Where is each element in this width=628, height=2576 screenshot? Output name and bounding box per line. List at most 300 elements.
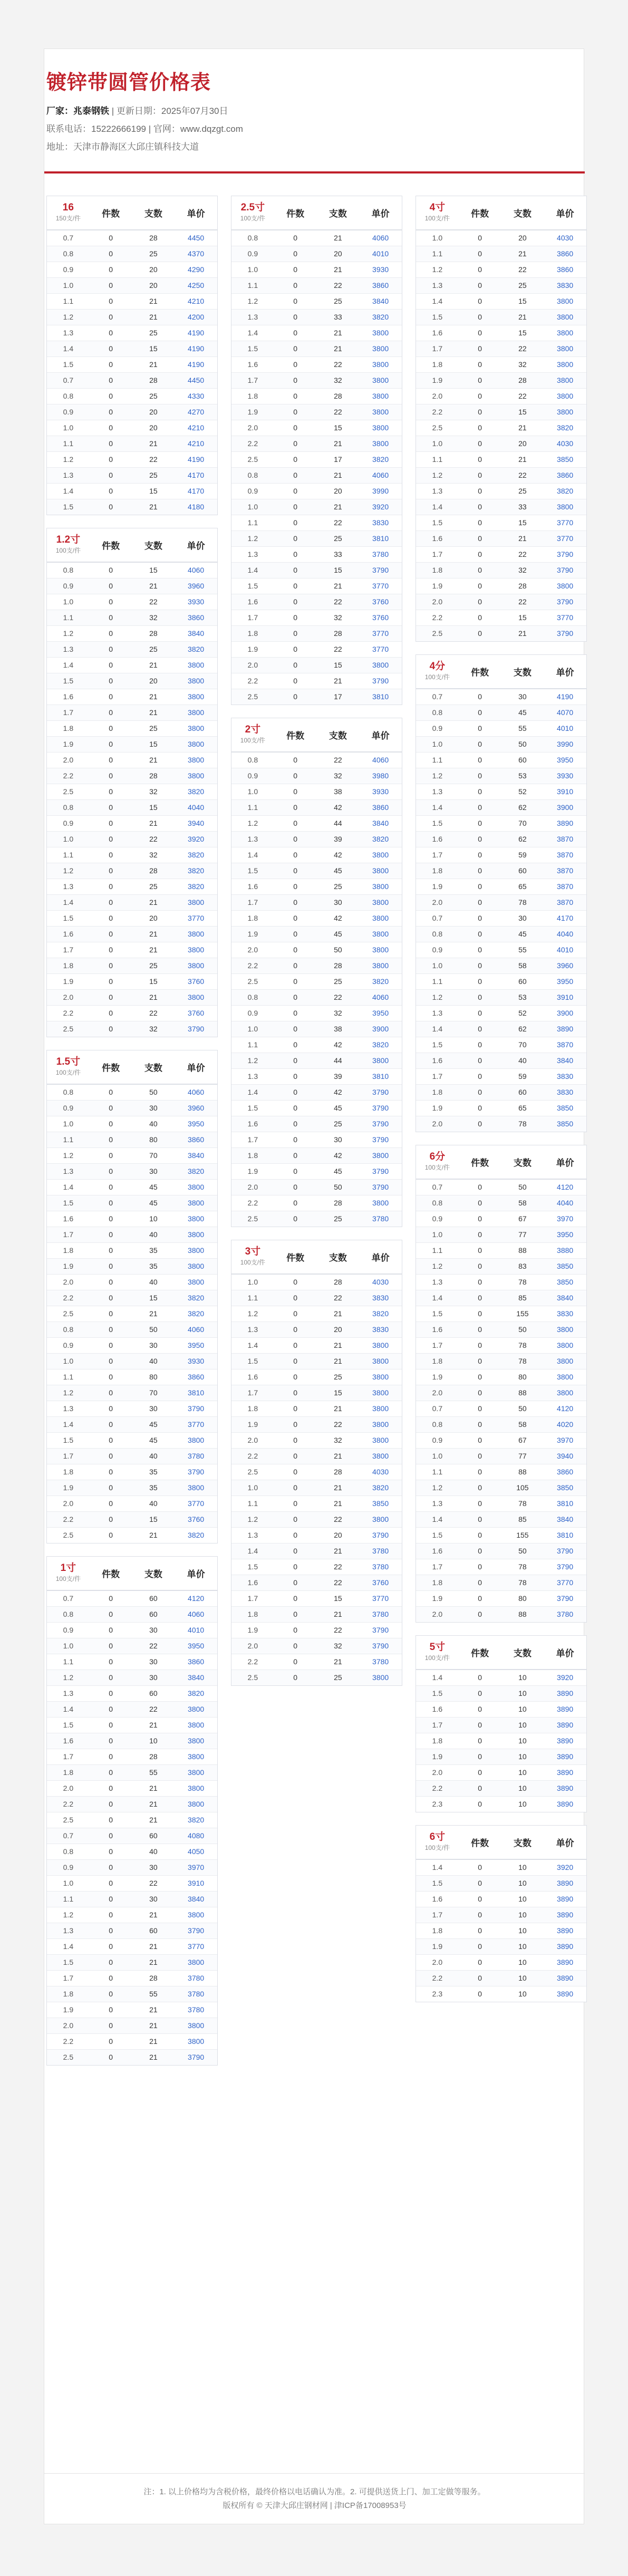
pieces-cell: 88 — [501, 1385, 544, 1401]
pieces-cell: 105 — [501, 1480, 544, 1496]
price-header: 单价 — [544, 196, 586, 230]
thickness-cell: 1.3 — [416, 1496, 459, 1511]
count-cell: 0 — [90, 2018, 132, 2033]
pieces-cell: 21 — [132, 942, 175, 958]
pieces-cell: 21 — [132, 356, 175, 372]
thickness-cell: 0.9 — [47, 1100, 90, 1116]
count-cell: 0 — [274, 341, 317, 356]
count-cell: 0 — [459, 246, 501, 262]
thickness-cell: 2.3 — [416, 1796, 459, 1812]
price-cell: 3780 — [359, 1654, 402, 1670]
table-row — [416, 610, 586, 625]
pieces-cell: 80 — [132, 1369, 175, 1385]
pieces-cell: 53 — [501, 989, 544, 1005]
pieces-cell: 10 — [501, 1717, 544, 1733]
pieces-cell: 30 — [132, 1891, 175, 1907]
table-row — [231, 689, 402, 705]
table-row — [47, 1306, 217, 1321]
table-row — [416, 1764, 586, 1780]
price-cell: 4020 — [544, 1416, 586, 1432]
price-cell: 3890 — [544, 1780, 586, 1796]
table-row — [231, 594, 402, 610]
maker-label: 厂家： — [46, 106, 73, 116]
count-cell: 0 — [274, 546, 317, 562]
table-row — [47, 594, 217, 610]
price-cell: 3770 — [359, 578, 402, 594]
price-cell: 3800 — [359, 1053, 402, 1068]
price-cell: 3800 — [359, 1448, 402, 1464]
pieces-cell: 38 — [317, 784, 360, 799]
table-row — [47, 1685, 217, 1701]
table-row — [47, 1242, 217, 1258]
contact-line: 联系电话：15222666199 | 官网：www.dqzgt.com — [46, 124, 243, 134]
table-row — [231, 752, 402, 768]
pieces-cell: 55 — [501, 720, 544, 736]
thickness-cell: 0.9 — [416, 1211, 459, 1227]
spec-unit: 100支/件 — [55, 546, 81, 554]
price-cell: 3800 — [175, 768, 217, 784]
price-cell: 3800 — [544, 341, 586, 356]
pieces-cell: 21 — [317, 673, 360, 689]
table-row — [231, 1401, 402, 1416]
count-cell: 0 — [90, 404, 132, 420]
thickness-cell: 1.2 — [231, 1306, 274, 1321]
pieces-cell: 21 — [317, 1654, 360, 1670]
table-row — [47, 420, 217, 436]
pieces-cell: 83 — [501, 1258, 544, 1274]
spec-table — [416, 1825, 587, 2002]
price-cell: 3830 — [359, 515, 402, 530]
thickness-cell: 1.1 — [231, 799, 274, 815]
table-row — [231, 1590, 402, 1606]
thickness-cell: 1.1 — [47, 1369, 90, 1385]
thickness-cell: 1.9 — [416, 1938, 459, 1954]
table-row — [416, 1021, 586, 1037]
table-row — [231, 293, 402, 309]
table-row — [47, 1891, 217, 1907]
count-cell: 0 — [90, 1258, 132, 1274]
table-row — [416, 325, 586, 341]
count-cell: 0 — [459, 1701, 501, 1717]
pieces-cell: 35 — [132, 1242, 175, 1258]
pieces-cell: 32 — [317, 1638, 360, 1654]
pieces-cell: 70 — [501, 1037, 544, 1053]
count-cell: 0 — [274, 1053, 317, 1068]
pieces-cell: 15 — [501, 515, 544, 530]
table-row — [416, 1923, 586, 1938]
table-row — [416, 1053, 586, 1068]
pieces-cell: 55 — [132, 1764, 175, 1780]
pieces-cell: 30 — [132, 1654, 175, 1670]
pieces-cell: 20 — [317, 1527, 360, 1543]
price-cell: 3890 — [544, 1749, 586, 1764]
table-header-row — [231, 718, 402, 752]
pieces-cell: 15 — [317, 562, 360, 578]
price-cell: 3800 — [175, 894, 217, 910]
table-row — [416, 309, 586, 325]
count-cell: 0 — [90, 1749, 132, 1764]
pieces-cell: 21 — [501, 420, 544, 436]
count-cell: 0 — [459, 1116, 501, 1132]
price-cell: 3930 — [175, 1353, 217, 1369]
price-cell: 3800 — [359, 1369, 402, 1385]
table-row — [416, 942, 586, 958]
thickness-cell: 2.2 — [416, 610, 459, 625]
pieces-cell: 21 — [132, 705, 175, 720]
count-cell: 0 — [90, 736, 132, 752]
table-row — [416, 879, 586, 894]
table-header-row — [47, 528, 217, 562]
count-cell: 0 — [274, 1179, 317, 1195]
thickness-cell: 2.2 — [416, 404, 459, 420]
thickness-cell: 1.8 — [416, 1084, 459, 1100]
thickness-cell: 0.7 — [416, 689, 459, 705]
table-row — [47, 1907, 217, 1923]
pieces-cell: 65 — [501, 879, 544, 894]
table-row — [231, 863, 402, 879]
pieces-header: 支数 — [501, 655, 544, 689]
price-cell: 3870 — [544, 894, 586, 910]
thickness-cell: 1.1 — [47, 847, 90, 863]
table-row — [47, 926, 217, 942]
count-cell: 0 — [274, 1575, 317, 1590]
count-cell: 0 — [459, 388, 501, 404]
pieces-header: 支数 — [317, 196, 360, 230]
pieces-cell: 45 — [132, 1432, 175, 1448]
pieces-cell: 21 — [132, 578, 175, 594]
pieces-cell: 22 — [132, 594, 175, 610]
table-row — [47, 1511, 217, 1527]
pieces-cell: 30 — [132, 1622, 175, 1638]
count-cell: 0 — [90, 1321, 132, 1337]
table-row — [416, 625, 586, 641]
pieces-cell: 22 — [132, 1701, 175, 1717]
thickness-cell: 1.6 — [231, 356, 274, 372]
price-header: 单价 — [544, 1145, 586, 1179]
table-row — [231, 847, 402, 863]
price-cell: 3770 — [175, 1416, 217, 1432]
thickness-cell: 1.0 — [416, 436, 459, 451]
thickness-cell: 1.6 — [231, 1116, 274, 1132]
price-cell: 3810 — [359, 689, 402, 705]
thickness-cell: 1.7 — [416, 847, 459, 863]
table-row — [416, 1606, 586, 1622]
pieces-cell: 50 — [317, 942, 360, 958]
price-cell: 3780 — [359, 546, 402, 562]
pieces-cell: 20 — [132, 404, 175, 420]
price-cell: 3840 — [359, 293, 402, 309]
pieces-cell: 25 — [317, 1116, 360, 1132]
table-row — [416, 1306, 586, 1321]
price-cell: 3790 — [175, 2049, 217, 2065]
spec-name: 5寸 — [429, 1641, 446, 1653]
price-cell: 3830 — [544, 277, 586, 293]
table-row — [47, 1749, 217, 1764]
pieces-cell: 21 — [132, 2002, 175, 2018]
count-cell: 0 — [90, 1179, 132, 1195]
thickness-cell: 0.8 — [416, 926, 459, 942]
table-row — [416, 973, 586, 989]
thickness-cell: 0.9 — [47, 578, 90, 594]
table-row — [47, 720, 217, 736]
thickness-cell: 1.4 — [231, 1543, 274, 1559]
table-row — [47, 404, 217, 420]
price-cell: 3790 — [175, 1401, 217, 1416]
pieces-cell: 10 — [501, 1938, 544, 1954]
pieces-cell: 58 — [501, 1416, 544, 1432]
price-cell: 3800 — [359, 657, 402, 673]
price-table — [47, 1557, 217, 2065]
count-cell: 0 — [90, 1211, 132, 1227]
thickness-cell: 1.5 — [231, 341, 274, 356]
price-cell: 3800 — [175, 1733, 217, 1749]
table-row — [416, 1749, 586, 1764]
pieces-cell: 62 — [501, 1021, 544, 1037]
thickness-cell: 2.2 — [47, 1290, 90, 1306]
price-cell: 4190 — [175, 356, 217, 372]
count-cell: 0 — [459, 1195, 501, 1211]
pieces-cell: 32 — [317, 768, 360, 784]
pieces-cell: 21 — [132, 2049, 175, 2065]
count-cell: 0 — [274, 1321, 317, 1337]
table-row — [416, 467, 586, 483]
price-cell: 3800 — [175, 1717, 217, 1733]
pieces-cell: 21 — [317, 230, 360, 246]
price-cell: 4060 — [359, 467, 402, 483]
thickness-cell: 1.4 — [47, 1179, 90, 1195]
price-cell: 4190 — [544, 689, 586, 705]
thickness-cell: 1.7 — [416, 341, 459, 356]
table-row — [47, 2002, 217, 2018]
price-cell: 4330 — [175, 388, 217, 404]
pieces-cell: 21 — [317, 1606, 360, 1622]
count-cell: 0 — [90, 1954, 132, 1970]
count-cell: 0 — [459, 1385, 501, 1401]
thickness-cell: 2.5 — [231, 1464, 274, 1480]
count-cell: 0 — [90, 1875, 132, 1891]
table-row — [231, 1638, 402, 1654]
table-row — [231, 325, 402, 341]
price-cell: 3850 — [544, 451, 586, 467]
table-row — [47, 578, 217, 594]
table-row — [47, 1084, 217, 1100]
count-cell: 0 — [274, 515, 317, 530]
table-row — [416, 910, 586, 926]
pieces-cell: 22 — [501, 262, 544, 277]
spec-unit: 100支/件 — [424, 1844, 450, 1851]
thickness-cell: 0.8 — [231, 989, 274, 1005]
table-row — [416, 1242, 586, 1258]
price-header: 单价 — [175, 196, 217, 230]
count-cell: 0 — [274, 784, 317, 799]
pieces-cell: 85 — [501, 1511, 544, 1527]
thickness-cell: 1.8 — [47, 1986, 90, 2002]
price-cell: 3870 — [544, 879, 586, 894]
thickness-cell: 1.5 — [47, 673, 90, 689]
pieces-cell: 21 — [317, 1337, 360, 1353]
thickness-cell: 1.6 — [416, 1053, 459, 1068]
pieces-cell: 21 — [132, 2033, 175, 2049]
count-cell: 0 — [90, 246, 132, 262]
thickness-cell: 1.9 — [416, 1749, 459, 1764]
count-cell: 0 — [90, 1353, 132, 1369]
thickness-cell: 1.8 — [231, 625, 274, 641]
price-cell: 3800 — [175, 736, 217, 752]
price-cell: 3800 — [544, 293, 586, 309]
count-cell: 0 — [90, 673, 132, 689]
count-cell: 0 — [90, 1717, 132, 1733]
thickness-cell: 1.3 — [47, 1401, 90, 1416]
price-cell: 4120 — [175, 1590, 217, 1606]
thickness-cell: 1.5 — [47, 499, 90, 515]
count-cell: 0 — [90, 926, 132, 942]
table-row — [231, 799, 402, 815]
thickness-cell: 0.8 — [47, 1844, 90, 1859]
count-cell: 0 — [274, 1005, 317, 1021]
table-row — [416, 1986, 586, 2002]
pieces-cell: 40 — [132, 1448, 175, 1464]
count-cell: 0 — [274, 1654, 317, 1670]
thickness-cell: 1.7 — [231, 372, 274, 388]
count-cell: 0 — [274, 451, 317, 467]
spec-name: 2.5寸 — [240, 201, 265, 213]
pieces-cell: 60 — [132, 1685, 175, 1701]
price-cell: 3970 — [544, 1211, 586, 1227]
price-cell: 3820 — [175, 1685, 217, 1701]
price-cell: 3940 — [544, 1448, 586, 1464]
table-row — [47, 1780, 217, 1796]
pieces-cell: 32 — [501, 562, 544, 578]
table-row — [47, 784, 217, 799]
price-sheet-page — [44, 49, 584, 2524]
thickness-cell: 1.5 — [47, 1195, 90, 1211]
thickness-cell: 1.6 — [416, 1891, 459, 1907]
price-cell: 3800 — [175, 1749, 217, 1764]
table-row — [47, 1923, 217, 1938]
pieces-cell: 38 — [317, 1021, 360, 1037]
thickness-cell: 1.7 — [231, 1590, 274, 1606]
count-cell: 0 — [274, 989, 317, 1005]
pieces-cell: 28 — [317, 388, 360, 404]
price-cell: 3770 — [359, 641, 402, 657]
pieces-cell: 50 — [317, 1179, 360, 1195]
pieces-cell: 21 — [132, 2018, 175, 2033]
table-row — [416, 1511, 586, 1527]
table-row — [47, 799, 217, 815]
table-row — [416, 562, 586, 578]
pieces-cell: 22 — [132, 451, 175, 467]
count-cell: 0 — [274, 1163, 317, 1179]
spec-unit: 100支/件 — [55, 1575, 81, 1583]
pieces-cell: 60 — [132, 1828, 175, 1844]
price-cell: 4200 — [175, 309, 217, 325]
pieces-cell: 32 — [132, 784, 175, 799]
count-cell: 0 — [90, 1527, 132, 1543]
thickness-cell: 1.8 — [231, 388, 274, 404]
price-cell: 3800 — [175, 1432, 217, 1448]
spec-heading — [416, 1826, 459, 1859]
price-cell: 3770 — [175, 910, 217, 926]
pieces-cell: 21 — [132, 293, 175, 309]
price-cell: 3800 — [175, 1179, 217, 1195]
price-cell: 3950 — [359, 1005, 402, 1021]
count-cell: 0 — [459, 515, 501, 530]
pieces-cell: 50 — [501, 1401, 544, 1416]
thickness-cell: 1.1 — [416, 1464, 459, 1480]
count-cell: 0 — [459, 277, 501, 293]
table-header-row — [47, 1557, 217, 1590]
thickness-cell: 1.9 — [47, 973, 90, 989]
pieces-header: 支数 — [501, 196, 544, 230]
pieces-cell: 78 — [501, 1496, 544, 1511]
table-row — [47, 1717, 217, 1733]
table-row — [416, 1353, 586, 1369]
price-cell: 3800 — [359, 1432, 402, 1448]
spec-table — [231, 196, 402, 705]
count-cell: 0 — [459, 1053, 501, 1068]
pieces-cell: 45 — [317, 1100, 360, 1116]
price-cell: 3800 — [544, 499, 586, 515]
pieces-cell: 45 — [317, 1163, 360, 1179]
table-row — [231, 404, 402, 420]
table-row — [416, 594, 586, 610]
table-row — [416, 863, 586, 879]
table-row — [416, 689, 586, 705]
price-cell: 3790 — [359, 1084, 402, 1100]
table-row — [47, 973, 217, 989]
table-row — [231, 1353, 402, 1369]
count-cell: 0 — [459, 958, 501, 973]
thickness-cell: 1.8 — [231, 910, 274, 926]
thickness-cell: 1.8 — [416, 562, 459, 578]
thickness-cell: 0.7 — [47, 1590, 90, 1606]
thickness-cell: 1.0 — [47, 1875, 90, 1891]
thickness-cell: 1.4 — [416, 293, 459, 309]
thickness-cell: 1.9 — [47, 1258, 90, 1274]
count-cell: 0 — [274, 610, 317, 625]
spec-name: 6分 — [429, 1151, 446, 1162]
price-cell: 3870 — [544, 1037, 586, 1053]
count-cell: 0 — [274, 815, 317, 831]
thickness-cell: 2.5 — [231, 1670, 274, 1685]
footer-copyright: 版权所有 © 天津大邱庄钢材网 | 津ICP备17008953号 — [223, 2501, 407, 2510]
table-row — [47, 1147, 217, 1163]
table-header-row — [231, 1240, 402, 1274]
pieces-cell: 22 — [317, 277, 360, 293]
price-header: 单价 — [175, 528, 217, 562]
count-cell: 0 — [274, 752, 317, 768]
thickness-cell: 1.0 — [231, 499, 274, 515]
pieces-cell: 21 — [317, 1306, 360, 1321]
price-cell: 3800 — [544, 404, 586, 420]
table-row — [416, 1559, 586, 1575]
thickness-cell: 1.2 — [416, 1480, 459, 1496]
table-row — [231, 879, 402, 894]
count-cell: 0 — [459, 1685, 501, 1701]
price-cell: 3770 — [175, 1938, 217, 1954]
pieces-cell: 60 — [132, 1606, 175, 1622]
pieces-cell: 20 — [501, 230, 544, 246]
price-cell: 3800 — [359, 1401, 402, 1416]
count-cell: 0 — [90, 989, 132, 1005]
table-row — [231, 1163, 402, 1179]
count-cell: 0 — [90, 689, 132, 705]
table-row — [47, 1100, 217, 1116]
thickness-cell: 1.7 — [47, 705, 90, 720]
thickness-cell: 1.6 — [231, 1575, 274, 1590]
spec-name: 16 — [62, 201, 74, 213]
table-row — [47, 309, 217, 325]
